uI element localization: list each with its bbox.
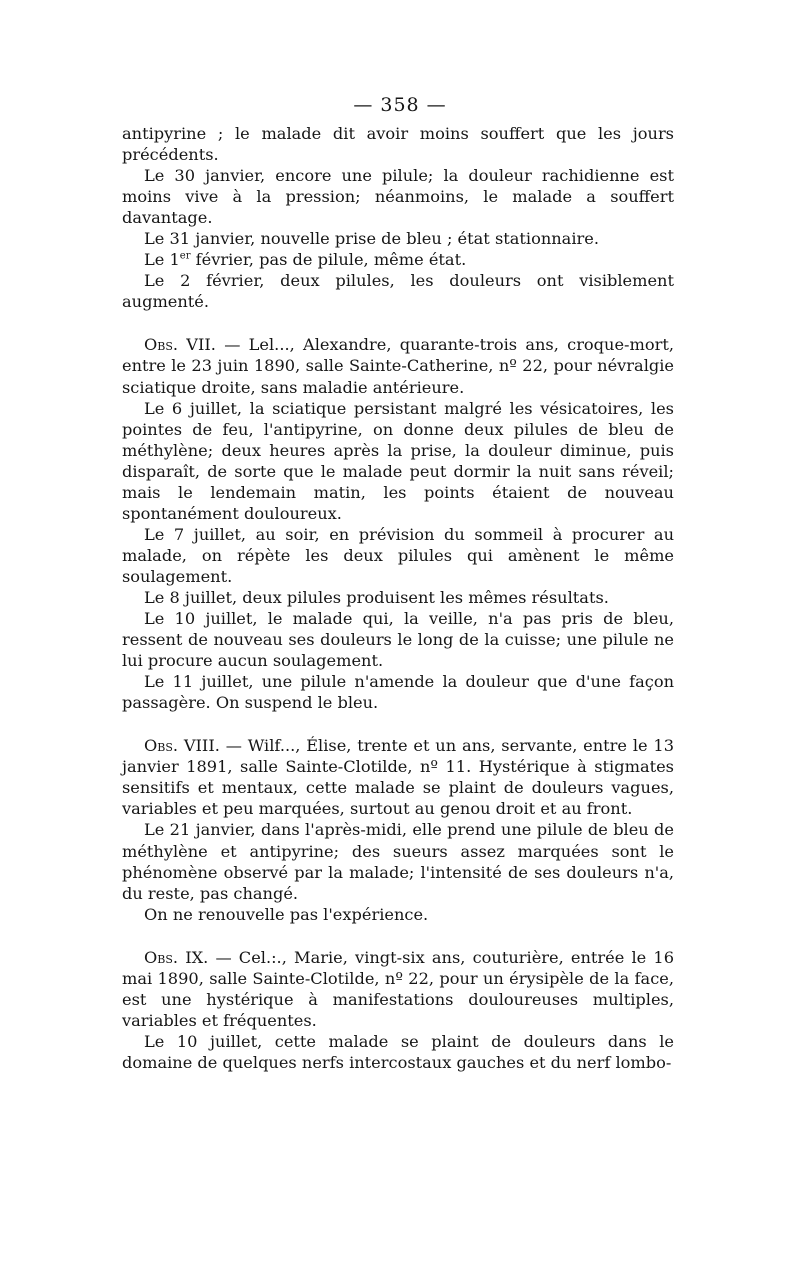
paragraph: Le 30 janvier, encore une pilule; la douleur rachidienne est moins vive à la pression; néanmoins, le malade a souffert davantage. — [122, 166, 674, 228]
paragraph: Le 10 juillet, cette malade se plaint de douleurs dans le domaine de quelques nerfs intercostaux gauches et du nerf lombo- — [122, 1031, 674, 1072]
section-gap — [122, 713, 674, 735]
paragraph: Le 21 janvier, dans l'après-midi, elle prend une pilule de bleu de méthylène et antipyrine; des sueurs assez marquées sont le phénomène observé par la malade; l'intensité de ses douleurs n'a, du reste, pas changé. — [122, 820, 674, 903]
observation-text: — Wilf..., Élise, trente et un ans, servante, entre le 13 janvier 1891, salle Sainte-Clotilde, nº 11. Hystérique à stigmates sensitifs et mentaux, cette malade se plaint de douleurs vagues, variables et peu marquées, surtout au genou droit et au front. — [122, 736, 674, 819]
paragraph: Le 8 juillet, deux pilules produisent les mêmes résultats. — [144, 587, 609, 607]
paragraph-text: février, pas de pilule, même état. — [190, 250, 467, 270]
paragraph: Le 7 juillet, au soir, en prévision du sommeil à procurer au malade, on répète les deux pilules qui amènent le même soulagement. — [122, 524, 674, 586]
observation-heading-viii — [122, 735, 674, 819]
paragraph-continuation: antipyrine ; le malade dit avoir moins souffert que les jours précédents. — [122, 124, 674, 165]
paragraph: Le 6 juillet, la sciatique persistant malgré les vésicatoires, les pointes de feu, l'antipyrine, on donne deux pilules de bleu de méthylène; deux heures après la prise, la douleur diminue, puis disparaît, de sorte que le malade peut dormir la nuit sans réveil; mais le lendemain matin, les points étaient de nouveau spontanément douloureux. — [122, 398, 674, 523]
paragraph: On ne renouvelle pas l'expérience. — [144, 904, 429, 924]
paragraph: Le 11 juillet, une pilule n'amende la douleur que d'une façon passagère. On suspend le bleu. — [122, 672, 674, 713]
paragraph — [122, 249, 674, 270]
observation-label: Obs. VIII. — [144, 736, 220, 756]
observation-text: — Cel.:., Marie, vingt-six ans, couturière, entrée le 16 mai 1890, salle Sainte-Clotilde, nº 22, pour un érysipèle de la face, est une hystérique à manifestations douloureuses multiples, variables et fréquentes. — [122, 947, 675, 1030]
ordinal-superscript: er — [179, 250, 191, 262]
observation-text: — Lel..., Alexandre, quarante-trois ans, croque-mort, entre le 23 juin 1890, salle Sainte-Catherine, nº 22, pour névralgie sciatique droite, sans maladie antérieure. — [122, 335, 674, 397]
section-gap — [122, 925, 674, 947]
observation-label: Obs. VII. — [144, 335, 216, 355]
paragraph-text: Le 1 — [144, 250, 180, 270]
paragraph: Le 2 février, deux pilules, les douleurs ont visiblement augmenté. — [122, 271, 674, 312]
page-number: — 358 — — [353, 94, 447, 116]
paragraph: Le 31 janvier, nouvelle prise de bleu ; état stationnaire. — [144, 229, 599, 249]
paragraph: Le 10 juillet, le malade qui, la veille, n'a pas pris de bleu, ressent de nouveau ses douleurs le long de la cuisse; une pilule ne lui procure aucun soulagement. — [122, 609, 674, 671]
observation-heading-vii — [122, 334, 674, 397]
section-gap — [122, 312, 674, 334]
observation-label: Obs. IX. — [144, 947, 209, 967]
body-text — [122, 123, 674, 1073]
observation-heading-ix — [122, 947, 674, 1031]
